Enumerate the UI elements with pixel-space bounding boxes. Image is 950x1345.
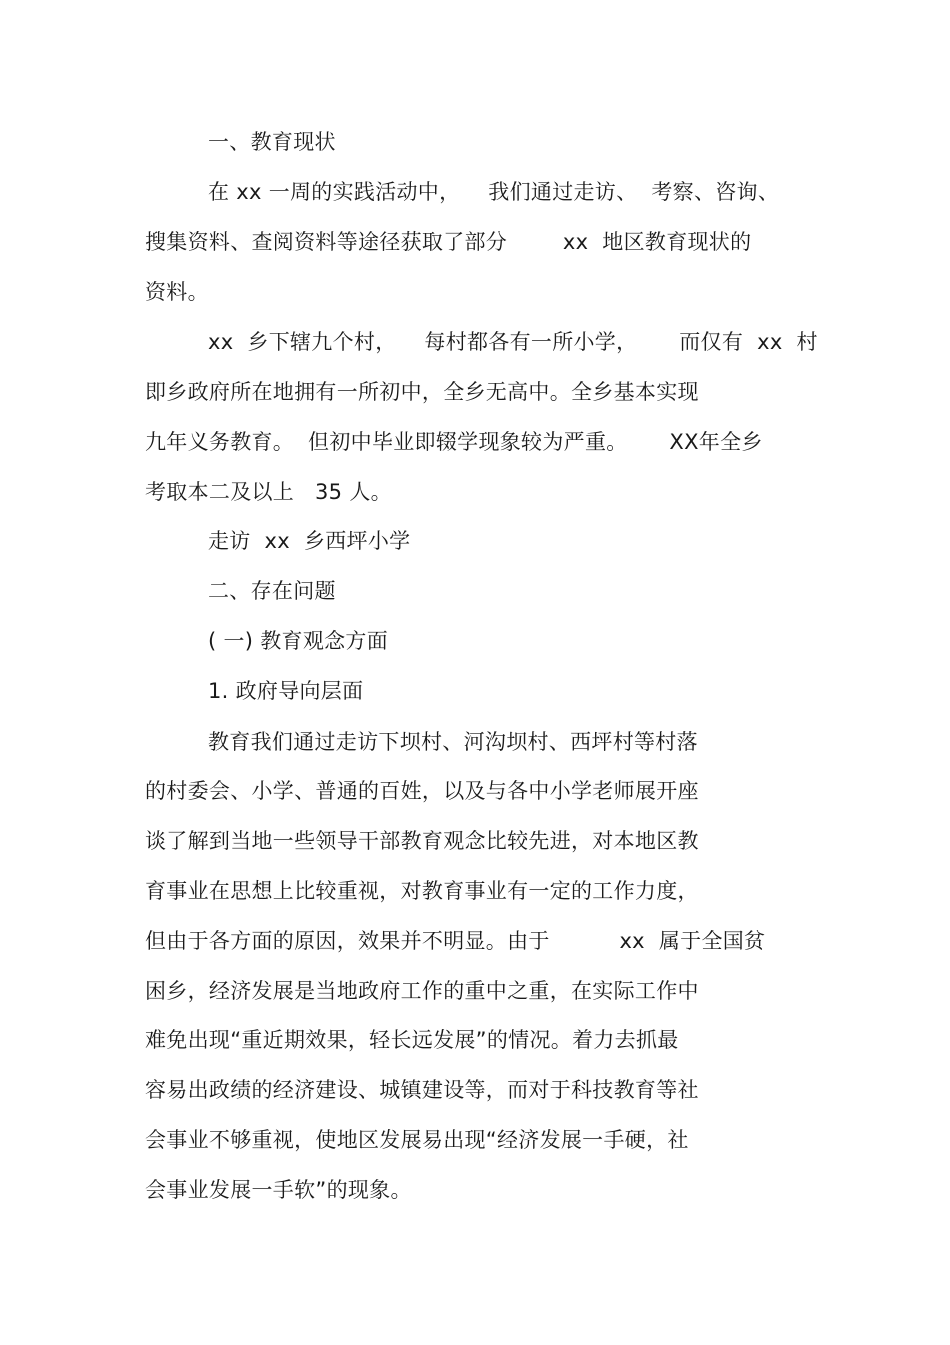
paragraph-line: 搜集资料、查阅资料等途径获取了部分 xx 地区教育现状的 [145, 230, 752, 254]
subheading-government-level: 1. 政府导向层面 [208, 679, 364, 703]
paragraph-line: 考取本二及以上 35 人。 [145, 480, 392, 504]
paragraph-line: 育事业在思想上比较重视，对教育事业有一定的工作力度， [145, 879, 699, 903]
paragraph-line: 九年义务教育。 但初中毕业即辍学现象较为严重。 XX年全乡 [145, 430, 763, 454]
paragraph-line: 的村委会、小学、普通的百姓，以及与各中小学老师展开座 [145, 779, 699, 803]
subheading-education-concept: ( 一) 教育观念方面 [208, 629, 389, 653]
paragraph-line: xx 乡下辖九个村， 每村都各有一所小学， 而仅有 xx 村 [208, 330, 818, 354]
paragraph-line: 谈了解到当地一些领导干部教育观念比较先进，对本地区教 [145, 829, 699, 853]
paragraph-line: 容易出政绩的经济建设、城镇建设等，而对于科技教育等社 [145, 1078, 699, 1102]
heading-education-status: 一、教育现状 [208, 130, 336, 154]
heading-problems: 二、存在问题 [208, 579, 336, 603]
paragraph-line: 困乡，经济发展是当地政府工作的重中之重，在实际工作中 [145, 979, 699, 1003]
paragraph-line: 但由于各方面的原因，效果并不明显。由于 xx 属于全国贫 [145, 929, 766, 953]
paragraph-line: 难免出现“重近期效果，轻长远发展”的情况。着力去抓最 [145, 1028, 679, 1052]
paragraph-line: 资料。 [145, 280, 209, 304]
paragraph-line: 在 xx 一周的实践活动中， 我们通过走访、 考察、咨询、 [208, 180, 780, 204]
paragraph-line: 教育我们通过走访下坝村、河沟坝村、西坪村等村落 [208, 730, 698, 754]
paragraph-line: 会事业不够重视，使地区发展易出现“经济发展一手硬，社 [145, 1128, 689, 1152]
paragraph-line: 会事业发展一手软”的现象。 [145, 1178, 412, 1202]
paragraph-line: 即乡政府所在地拥有一所初中，全乡无高中。全乡基本实现 [145, 380, 699, 404]
caption-visit: 走访 xx 乡西坪小学 [208, 529, 411, 553]
